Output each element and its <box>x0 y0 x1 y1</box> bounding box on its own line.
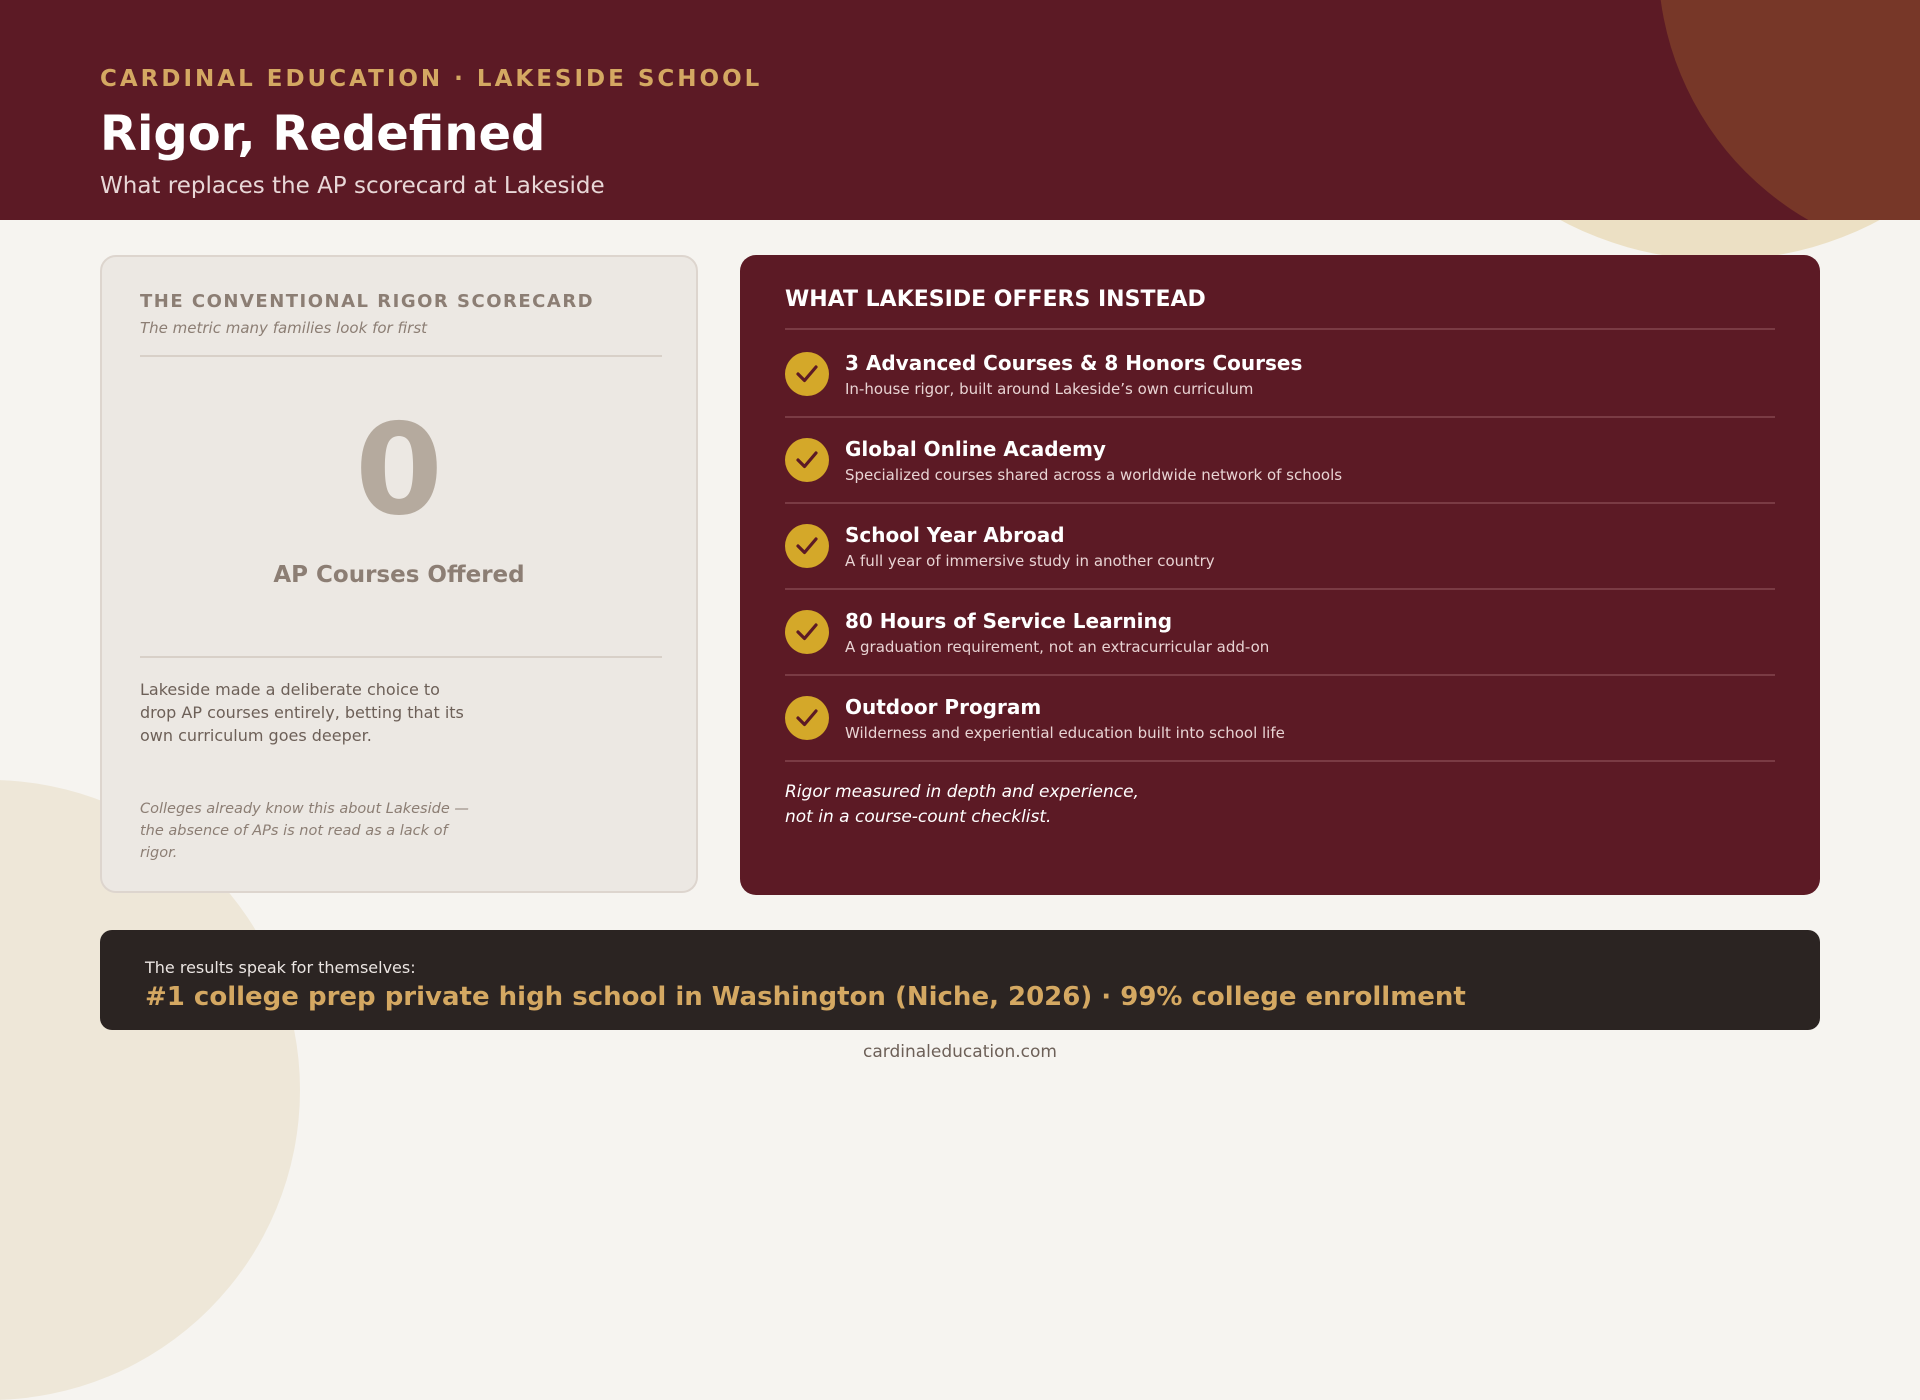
offering-title: School Year Abroad <box>845 523 1065 547</box>
scorecard-note: Colleges already know this about Lakeside — the absence of APs is not read as a lack of rigor. <box>140 801 469 861</box>
offering-description: A graduation requirement, not an extracurricular add-on <box>845 638 1270 656</box>
footer-url: cardinaleducation.com <box>863 1042 1057 1062</box>
check-icon <box>785 352 829 396</box>
offerings-heading: WHAT LAKESIDE OFFERS INSTEAD <box>785 287 1206 312</box>
check-icon <box>785 438 829 482</box>
scorecard-subheading: The metric many families look for first <box>140 319 428 337</box>
brand-eyebrow: CARDINAL EDUCATION · LAKESIDE SCHOOL <box>100 66 763 92</box>
offerings-closing-statement <box>785 780 1139 830</box>
offerings-card <box>740 255 1820 895</box>
offering-description: A full year of immersive study in another country <box>845 552 1215 570</box>
check-icon <box>785 696 829 740</box>
offering-item <box>785 674 1775 760</box>
scorecard-divider-bottom <box>140 656 662 658</box>
ap-scorecard-card <box>100 255 698 893</box>
page-subtitle: What replaces the AP scorecard at Lakeside <box>100 173 605 199</box>
results-highlight: #1 college prep private high school in Washington (Niche, 2026) · 99% college enrollment <box>145 982 1466 1012</box>
header-decorative-circle <box>1658 0 1920 220</box>
offering-title: 80 Hours of Service Learning <box>845 609 1173 633</box>
scorecard-explanation: Lakeside made a deliberate choice to drop AP courses entirely, betting that its own curriculum goes deeper. <box>140 680 464 745</box>
ap-course-count-label: AP Courses Offered <box>273 562 525 588</box>
scorecard-heading: THE CONVENTIONAL RIGOR SCORECARD <box>140 291 595 312</box>
offering-title: Global Online Academy <box>845 437 1106 461</box>
scorecard-divider-top <box>140 355 662 357</box>
results-banner <box>100 930 1820 1030</box>
results-intro: The results speak for themselves: <box>145 958 416 977</box>
page-header <box>0 0 1920 220</box>
offering-item <box>785 416 1775 502</box>
ap-course-count: 0 <box>355 396 443 543</box>
offering-title: 3 Advanced Courses & 8 Honors Courses <box>845 351 1303 375</box>
offering-item <box>785 588 1775 674</box>
closing-line-1: Rigor measured in depth and experience, <box>785 782 1139 802</box>
page-title: Rigor, Redefined <box>100 106 546 162</box>
offering-description: In-house rigor, built around Lakeside’s own curriculum <box>845 380 1254 398</box>
offering-item <box>785 502 1775 588</box>
closing-line-2: not in a course-count checklist. <box>785 807 1052 827</box>
check-icon <box>785 524 829 568</box>
offering-title: Outdoor Program <box>845 695 1042 719</box>
offering-item <box>785 330 1775 416</box>
offering-description: Specialized courses shared across a worldwide network of schools <box>845 466 1343 484</box>
offerings-divider <box>785 760 1775 762</box>
check-icon <box>785 610 829 654</box>
offering-description: Wilderness and experiential education built into school life <box>845 724 1285 742</box>
